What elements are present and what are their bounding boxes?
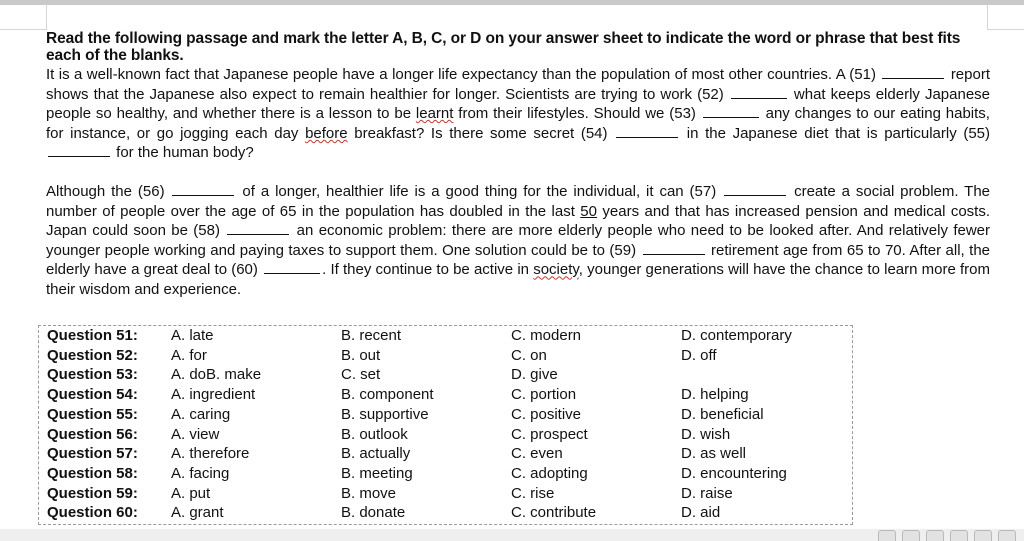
passage-paragraph-2 bbox=[46, 182, 990, 300]
text-run: , younger generations will have the chance to learn more from their wisdom and experience. bbox=[46, 261, 991, 298]
blank-51[interactable] bbox=[882, 65, 944, 79]
toolbar-icon[interactable] bbox=[974, 530, 992, 541]
page-corner-top-right bbox=[987, 5, 1024, 30]
passage-paragraph-1 bbox=[46, 65, 990, 163]
instruction-text: Read the following passage and mark the letter A, B, C, or D on your answer sheet to indicate the word or phrase that best fits each of the blanks. bbox=[46, 30, 961, 64]
option-d[interactable]: D. off bbox=[681, 346, 717, 364]
option-d[interactable]: D. encountering bbox=[681, 464, 787, 482]
text-run: . If they continue to be active in bbox=[322, 261, 530, 279]
question-label: Question 51: bbox=[47, 327, 138, 344]
option-b[interactable]: B. move bbox=[341, 484, 397, 502]
spellcheck-word-society[interactable]: society bbox=[533, 261, 579, 279]
question-label: Question 57: bbox=[47, 445, 138, 463]
option-a[interactable]: A. caring bbox=[171, 405, 231, 423]
toolbar-icon[interactable] bbox=[902, 530, 920, 541]
option-d[interactable]: D. beneficial bbox=[681, 405, 764, 423]
option-b[interactable]: B. actually bbox=[341, 445, 411, 463]
blank-59[interactable] bbox=[643, 241, 705, 255]
option-c[interactable]: C. portion bbox=[511, 386, 577, 404]
text-run: in the Japanese diet that is particularly (55) bbox=[686, 124, 991, 142]
bottom-status-bar bbox=[0, 529, 1024, 541]
spellcheck-word-learnt[interactable]: learnt bbox=[415, 105, 454, 123]
page-corner-top-left bbox=[0, 5, 47, 30]
text-run: breakfast? Is there some secret (54) bbox=[354, 124, 608, 142]
option-c[interactable]: C. even bbox=[511, 445, 563, 463]
spellcheck-word-before[interactable]: before bbox=[305, 124, 348, 142]
blank-55[interactable] bbox=[48, 143, 110, 157]
blank-52[interactable] bbox=[731, 85, 787, 99]
option-c[interactable]: C. on bbox=[511, 346, 547, 364]
option-b[interactable]: B. component bbox=[341, 386, 434, 404]
option-c[interactable]: C. adopting bbox=[511, 464, 588, 482]
question-label: Question 54: bbox=[47, 386, 138, 404]
option-a[interactable]: A. facing bbox=[171, 464, 230, 482]
option-d[interactable]: D. contemporary bbox=[681, 327, 792, 344]
option-a[interactable]: A. put bbox=[171, 484, 211, 502]
option-b[interactable]: B. out bbox=[341, 346, 381, 364]
question-label: Question 56: bbox=[47, 425, 138, 443]
toolbar-icon[interactable] bbox=[998, 530, 1016, 541]
toolbar-icon[interactable] bbox=[950, 530, 968, 541]
question-label: Question 53: bbox=[47, 366, 138, 384]
option-b[interactable]: B. donate bbox=[341, 504, 406, 522]
window-top-bar bbox=[0, 0, 1024, 5]
option-c[interactable]: C. positive bbox=[511, 405, 582, 423]
text-run: for the human body? bbox=[116, 144, 254, 162]
toolbar-icon[interactable] bbox=[878, 530, 896, 541]
option-c[interactable]: C. rise bbox=[511, 484, 555, 502]
option-a[interactable]: A. grant bbox=[171, 504, 224, 522]
option-d[interactable]: D. raise bbox=[681, 484, 733, 502]
option-a[interactable]: A. view bbox=[171, 425, 220, 443]
text-run: any changes to our eating habits, for instance, or go jogging each day bbox=[46, 105, 990, 142]
blank-58[interactable] bbox=[227, 221, 289, 235]
text-run: from their lifestyles. Should we (53) bbox=[458, 105, 696, 123]
question-table bbox=[38, 325, 853, 525]
option-c[interactable]: C. contribute bbox=[511, 504, 597, 522]
option-c[interactable]: C. set bbox=[341, 366, 381, 384]
text-run: of a longer, healthier life is a good thing for the individual, it can (57) bbox=[242, 182, 717, 200]
option-d[interactable]: D. helping bbox=[681, 386, 749, 404]
option-a[interactable]: A. ingredient bbox=[171, 386, 256, 404]
text-run: create a social problem. The number of people over the age of 65 in the population has doubled in the last bbox=[46, 182, 991, 220]
blank-57[interactable] bbox=[724, 182, 786, 196]
question-label: Question 59: bbox=[47, 484, 138, 502]
text-run: years and that has increased pension and medical costs. Japan could soon be (58) bbox=[46, 202, 990, 240]
bottom-toolbar bbox=[878, 530, 1016, 540]
option-a[interactable]: A. therefore bbox=[171, 445, 250, 463]
option-b[interactable]: B. recent bbox=[341, 327, 402, 344]
text-run: Although the (56) bbox=[46, 182, 165, 200]
underlined-number: 50 bbox=[580, 202, 597, 220]
option-d[interactable]: D. as well bbox=[681, 445, 747, 463]
option-b[interactable]: B. outlook bbox=[341, 425, 408, 443]
blank-60[interactable] bbox=[264, 260, 320, 274]
option-c[interactable]: C. prospect bbox=[511, 425, 588, 443]
option-c[interactable]: C. modern bbox=[511, 327, 582, 344]
question-label: Question 60: bbox=[47, 504, 138, 522]
blank-54[interactable] bbox=[616, 124, 678, 138]
blank-56[interactable] bbox=[172, 182, 234, 196]
question-label: Question 55: bbox=[47, 405, 138, 423]
text-run: retirement age from 65 to 70. After all, the elderly have a great deal to (60) bbox=[46, 241, 991, 279]
option-b[interactable]: B. supportive bbox=[341, 405, 429, 423]
text-run: report shows that the Japanese also expect to remain healthier for longer. Scientists are trying to work (52) bbox=[46, 66, 990, 103]
option-a-b[interactable]: A. doB. make bbox=[171, 366, 262, 384]
option-d[interactable]: D. wish bbox=[681, 425, 731, 443]
option-d[interactable]: D. aid bbox=[681, 504, 721, 522]
question-label: Question 52: bbox=[47, 346, 138, 364]
blank-53[interactable] bbox=[703, 104, 759, 118]
text-run: what keeps elderly Japanese people so healthy, and whether there is a lesson to be bbox=[46, 85, 991, 123]
question-label: Question 58: bbox=[47, 464, 138, 482]
document-content bbox=[46, 30, 990, 300]
text-run: It is a well-known fact that Japanese people have a longer life expectancy than the population of most other countries. A (51) bbox=[46, 66, 876, 83]
option-a[interactable]: A. late bbox=[171, 327, 214, 344]
toolbar-icon[interactable] bbox=[926, 530, 944, 541]
text-run: an economic problem: there are more elderly people who need to be looked after. And relatively fewer younger people working and paying taxes to support them. One solution could be to (59) bbox=[46, 222, 990, 259]
option-a[interactable]: A. for bbox=[171, 346, 207, 364]
option-b[interactable]: B. meeting bbox=[341, 464, 413, 482]
option-d[interactable]: D. give bbox=[511, 366, 558, 384]
